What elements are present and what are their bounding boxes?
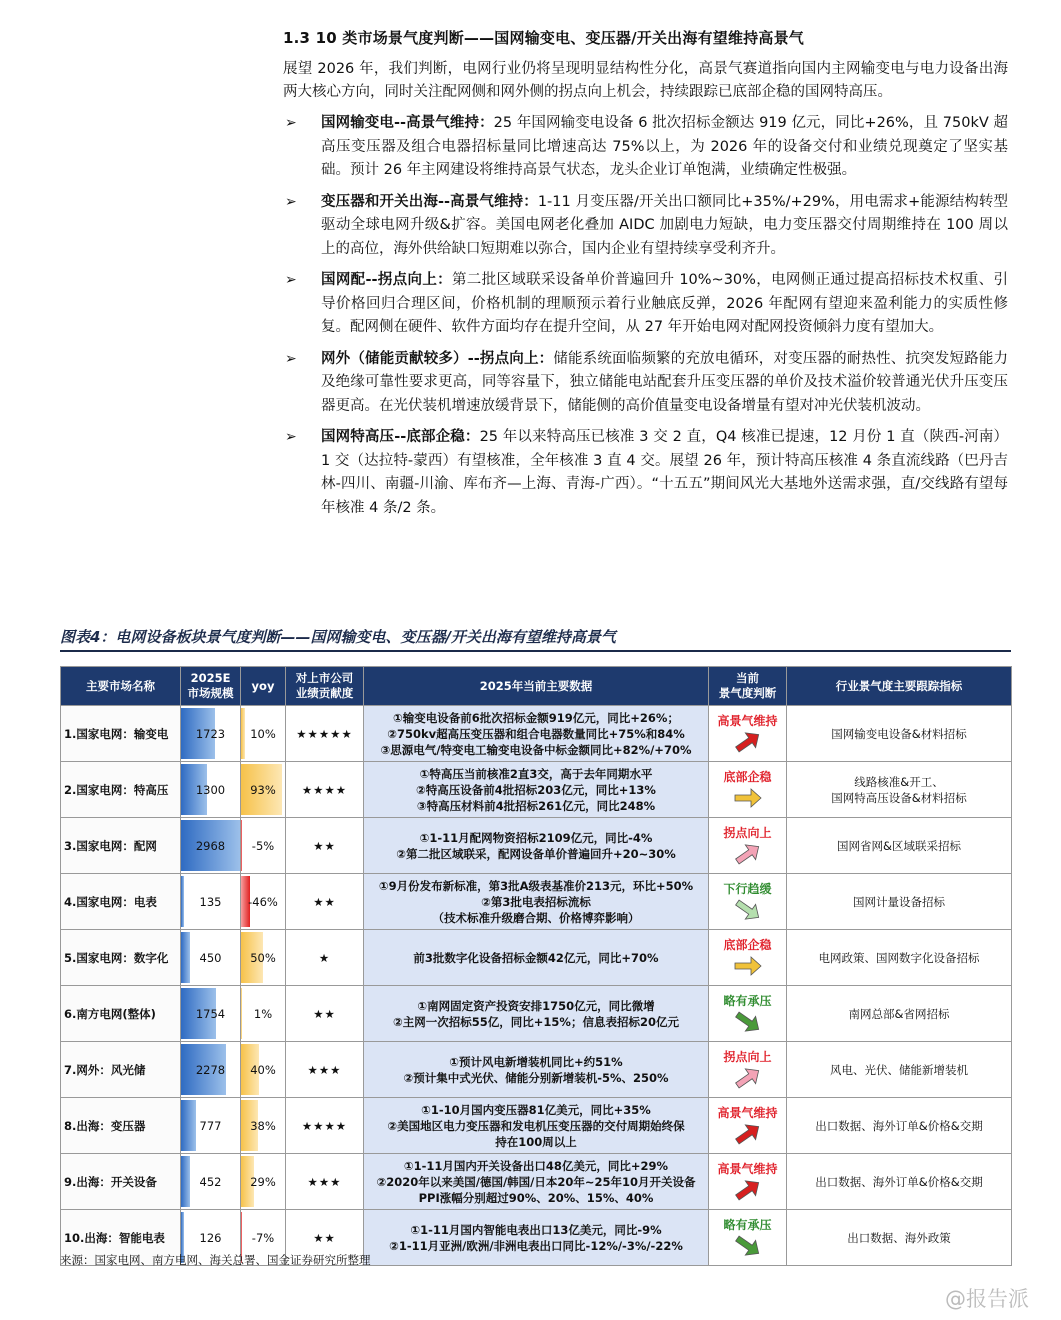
yoy-value: -5% [251,838,275,853]
cell-market-name: 5.国家电网：数字化 [61,930,181,986]
size-value: 2968 [195,838,226,853]
cell-yoy [241,1042,286,1098]
cell-current-data [364,1154,709,1210]
trend-right-arrow-icon [733,955,763,977]
indicator-line: 出口数据、海外政策 [847,1230,951,1245]
indicator-line: 电网政策、国网数字化设备招标 [818,950,980,965]
arrow-bullet-icon: ➢ [285,429,297,445]
data-line: ①输变电设备前6批次招标金额919亿元，同比+26%； [393,710,679,725]
header-contrib: 对上市公司 业绩贡献度 [286,667,364,706]
cell-market-name: 1.国家电网：输变电 [61,706,181,762]
cell-status [709,1098,787,1154]
header-status: 当前 景气度判断 [709,667,787,706]
cell-yoy [241,706,286,762]
cell-tracking-indicator [787,818,1012,874]
data-line: （技术标准升级磨合期、价格博弈影响） [432,910,640,925]
yoy-value: -46% [248,894,278,909]
trend-down-arrow-icon [733,899,763,921]
bullet-list [283,112,1008,520]
cell-tracking-indicator [787,874,1012,930]
bullet-text: 25 年以来特高压已核准 3 交 2 直，Q4 核准已提速，12 月份 1 直（陕西-河南）1 交（达拉特-蒙西）有望核准，全年核准 3 直 4 交。展望 26 年，预计特高压核准 4 条直流线路（巴丹吉林-四川、南疆-川渝、库布齐—上海、青海-广西）。“十五五”期间风光大基地外送需求强，直/交线路有望每年核准 4 条/2 条。 [321,429,1008,516]
arrow-bullet-icon: ➢ [285,115,297,131]
cell-tracking-indicator [787,1098,1012,1154]
data-line: ②预计集中式光伏、储能分别新增装机-5%、250% [403,1070,669,1085]
yoy-value: 29% [250,1174,276,1189]
indicator-line: 出口数据、海外订单&价格&交期 [815,1174,983,1189]
trend-down-arrow-icon [733,1011,763,1033]
bullet-head: 国网输变电--高景气维持： [321,115,494,131]
table-row [61,706,1012,762]
bullet-head: 变压器和开关出海--高景气维持： [321,193,538,210]
trend-up-arrow-icon [733,731,763,753]
cell-status [709,706,787,762]
size-value: 777 [199,1118,222,1133]
trend-up-arrow-icon [733,843,763,865]
cell-market-name: 8.出海：变压器 [61,1098,181,1154]
cell-market-name: 7.网外：风光储 [61,1042,181,1098]
cell-current-data [364,1210,709,1266]
size-value: 2278 [195,1062,226,1077]
cell-market-name: 4.国家电网：电表 [61,874,181,930]
table-row [61,1154,1012,1210]
trend-up-arrow-icon [733,1067,763,1089]
indicator-line: 国网输变电设备&材料招标 [831,726,967,741]
cell-market-size [181,1042,241,1098]
source-note: 来源：国家电网、南方电网、海关总署、国金证券研究所整理 [60,1253,371,1267]
cell-market-size [181,930,241,986]
size-value: 1723 [195,726,226,741]
cell-contribution-stars: ★★★★ [286,1098,364,1154]
bullet-item [283,426,1008,520]
header-data: 2025年当前主要数据 [364,667,709,706]
header-yoy: yoy [241,667,286,706]
size-value: 135 [199,894,222,909]
trend-right-arrow-icon [733,787,763,809]
figure-divider [60,650,1011,652]
figure-title: 图表4：电网设备板块景气度判断——国网输变电、变压器/开关出海有望维持高景气 [60,628,616,646]
cell-market-name: 9.出海：开关设备 [61,1154,181,1210]
cell-market-size [181,874,241,930]
cell-current-data [364,1042,709,1098]
status-label: 拐点向上 [723,1050,772,1064]
table-row [61,818,1012,874]
cell-current-data [364,986,709,1042]
table-row [61,1098,1012,1154]
status-label: 高景气维持 [717,1106,778,1120]
cell-yoy [241,930,286,986]
indicator-line: 出口数据、海外订单&价格&交期 [815,1118,983,1133]
indicator-line: 国网省网&区域联采招标 [837,838,961,853]
cell-market-name: 10.出海：智能电表 [61,1210,181,1266]
cell-yoy [241,1098,286,1154]
market-table [60,666,1012,1266]
cell-current-data [364,762,709,818]
trend-up-arrow-icon [733,1179,763,1201]
cell-yoy [241,986,286,1042]
bullet-head: 网外（储能贡献较多）--拐点向上： [321,350,554,367]
table-row [61,986,1012,1042]
status-label: 略有承压 [723,994,772,1008]
yoy-value: -7% [251,1230,275,1245]
data-line: ①1-10月国内变压器81亿美元，同比+35% [421,1102,651,1117]
data-line: PPI涨幅分别超过90%、20%、15%、40% [418,1190,654,1205]
cell-yoy [241,1154,286,1210]
cell-tracking-indicator [787,986,1012,1042]
bullet-item [283,191,1008,262]
size-value: 452 [199,1174,222,1189]
yoy-value: 10% [250,726,276,741]
bullet-text: 25 年国网输变电设备 6 批次招标金额达 919 亿元，同比+26%，且 750kV 超高压变压器及组合电器招标量同比增速高达 75%以上，为 2026 年的设备交付和业绩兑现奠定了坚实基础。预计 26 年主网建设将维持高景气状态，龙头企业订单饱满，业绩确定性极强。 [321,115,1008,178]
cell-contribution-stars: ★★★★★ [286,706,364,762]
cell-yoy [241,818,286,874]
status-label: 底部企稳 [723,770,772,784]
cell-tracking-indicator [787,762,1012,818]
cell-status [709,986,787,1042]
bullet-item [283,269,1008,340]
cell-status [709,762,787,818]
yoy-value: 93% [250,782,276,797]
cell-market-size [181,762,241,818]
data-line: ③思源电气/特变电工输变电设备中标金额同比+82%/+70% [380,742,692,757]
status-label: 底部企稳 [723,938,772,952]
arrow-bullet-icon: ➢ [285,350,297,367]
header-size: 2025E 市场规模 [181,667,241,706]
header-name: 主要市场名称 [61,667,181,706]
indicator-line: 线路核准&开工、 [854,774,944,789]
yoy-value: 1% [253,1006,273,1021]
cell-market-size [181,818,241,874]
cell-market-size [181,706,241,762]
indicator-line: 南网总部&省网招标 [848,1006,950,1021]
cell-current-data [364,930,709,986]
data-line: ①特高压当前核准2直3交，高于去年同期水平 [419,766,653,781]
cell-market-name: 6.南方电网(整体) [61,986,181,1042]
data-line: ①1-11月国内智能电表出口13亿美元，同比-9% [410,1222,662,1237]
data-line: ③特高压材料前4批招标261亿元，同比248% [416,798,656,813]
data-line: ①南网固定资产投资安排1750亿元，同比微增 [417,998,655,1013]
cell-status [709,930,787,986]
table-header-row [61,667,1012,706]
bullet-item [283,348,1008,419]
data-line: ①预计风电新增装机同比+约51% [449,1054,623,1069]
bullet-text: 储能系统面临频繁的充放电循环，对变压器的耐热性、抗突发短路能力及绝缘可靠性要求更高，同等容量下，独立储能电站配套升压变压器的单价及技术溢价较普通光伏升压变压器更高。在光伏装机增速放缓背景下，储能侧的高价值量变电设备增量有望对冲光伏装机波动。 [321,350,1008,414]
cell-status [709,1042,787,1098]
status-label: 略有承压 [723,1218,772,1232]
status-label: 高景气维持 [717,1162,778,1176]
cell-tracking-indicator [787,1042,1012,1098]
bullet-text: 第二批区域联采设备单价普遍回升 10%~30%，电网侧正通过提高招标技术权重、引导价格回归合理区间，价格机制的理顺预示着行业触底反弹，2026 年配网有望迎来盈利能力的实质性修复。配网侧在硬件、软件方面均存在提升空间，从 27 年开始电网对配网投资倾斜力度有望加大。 [321,272,1008,335]
bullet-head: 国网特高压--底部企稳： [321,429,480,445]
bullet-item [283,112,1008,183]
status-label: 高景气维持 [717,714,778,728]
cell-contribution-stars: ★★ [286,874,364,930]
cell-status [709,818,787,874]
data-line: ①9月份发布新标准，第3批A级表基准价213元，环比+50% [378,878,694,893]
table-row [61,1042,1012,1098]
indicator-line: 国网特高压设备&材料招标 [831,790,967,805]
data-line: ②特高压设备前4批招标203亿元，同比+13% [416,782,656,797]
arrow-bullet-icon: ➢ [285,272,297,288]
data-line: ①1-11月配网物资招标2109亿元，同比-4% [419,830,653,845]
data-line: ①1-11月国内开关设备出口48亿美元，同比+29% [403,1158,669,1173]
cell-tracking-indicator [787,706,1012,762]
yoy-value: 38% [250,1118,276,1133]
data-line: ②第3批电表招标流标 [481,894,591,909]
cell-tracking-indicator [787,930,1012,986]
cell-market-name: 3.国家电网：配网 [61,818,181,874]
table-row [61,930,1012,986]
indicator-line: 国网计量设备招标 [853,894,945,909]
cell-market-size [181,986,241,1042]
cell-tracking-indicator [787,1154,1012,1210]
indicator-line: 风电、光伏、储能新增装机 [830,1062,968,1077]
cell-current-data [364,818,709,874]
cell-market-name: 2.国家电网：特高压 [61,762,181,818]
data-line: ②1-11月亚洲/欧洲/非洲电表出口同比-12%/-3%/-22% [389,1238,683,1253]
status-label: 拐点向上 [723,826,772,840]
text-section [283,28,1008,528]
table-row [61,762,1012,818]
arrow-bullet-icon: ➢ [285,193,297,210]
cell-contribution-stars: ★★★ [286,1154,364,1210]
status-label: 下行趋缓 [723,882,772,896]
table-row [61,874,1012,930]
header-indicator: 行业景气度主要跟踪指标 [787,667,1012,706]
size-value: 126 [199,1230,222,1245]
yoy-value: 50% [250,950,276,965]
cell-contribution-stars: ★★★★ [286,762,364,818]
intro-paragraph: 展望 2026 年，我们判断，电网行业仍将呈现明显结构性分化，高景气赛道指向国内主网输变电与电力设备出海两大核心方向，同时关注配网侧和网外侧的拐点向上机会，持续跟踪已底部企稳的国网特高压。 [283,61,1008,100]
cell-status [709,1210,787,1266]
yoy-value: 40% [250,1062,276,1077]
trend-down-arrow-icon [733,1235,763,1257]
section-title: 1.3 10 类市场景气度判断——国网输变电、变压器/开关出海有望维持高景气 [283,29,804,47]
bullet-head: 国网配--拐点向上： [321,272,452,288]
cell-market-size [181,1154,241,1210]
data-line: ②第二批区域联采，配网设备单价普遍回升+20~30% [396,846,676,861]
cell-current-data [364,1098,709,1154]
cell-market-size [181,1098,241,1154]
cell-tracking-indicator [787,1210,1012,1266]
table-body [61,706,1012,1266]
data-line: 前3批数字化设备招标金额42亿元，同比+70% [413,950,659,965]
size-value: 450 [199,950,222,965]
bullet-text: 1-11 月变压器/开关出口额同比+35%/+29%，用电需求+能源结构转型驱动全球电网升级&扩容。美国电网老化叠加 AIDC 加剧电力短缺，电力变压器交付周期维持在 100 周以上的高位，海外供给缺口短期难以弥合，国内企业有望持续享受利齐升。 [321,193,1008,257]
cell-status [709,874,787,930]
size-value: 1300 [195,782,226,797]
data-line: ②美国地区电力变压器和发电机压变压器的交付周期始终保 [387,1118,685,1133]
cell-status [709,1154,787,1210]
data-line: 持在100周以上 [495,1134,577,1149]
size-value: 1754 [195,1006,226,1021]
data-line: ②2020年以来美国/德国/韩国/日本20年~25年10月开关设备 [376,1174,696,1189]
cell-yoy [241,874,286,930]
cell-yoy [241,762,286,818]
trend-up-arrow-icon [733,1123,763,1145]
data-line: ②750kv超高压变压器和组合电器数量同比+75%和84% [387,726,685,741]
cell-contribution-stars: ★★ [286,986,364,1042]
cell-current-data [364,874,709,930]
cell-current-data [364,706,709,762]
cell-contribution-stars: ★★★ [286,1042,364,1098]
data-line: ②主网一次招标55亿，同比+15%；信息表招标20亿元 [393,1014,679,1029]
watermark: @报告派 [945,1287,1029,1311]
cell-contribution-stars: ★★ [286,818,364,874]
cell-contribution-stars: ★ [286,930,364,986]
cell-contribution-stars: ★★ [286,1210,364,1266]
